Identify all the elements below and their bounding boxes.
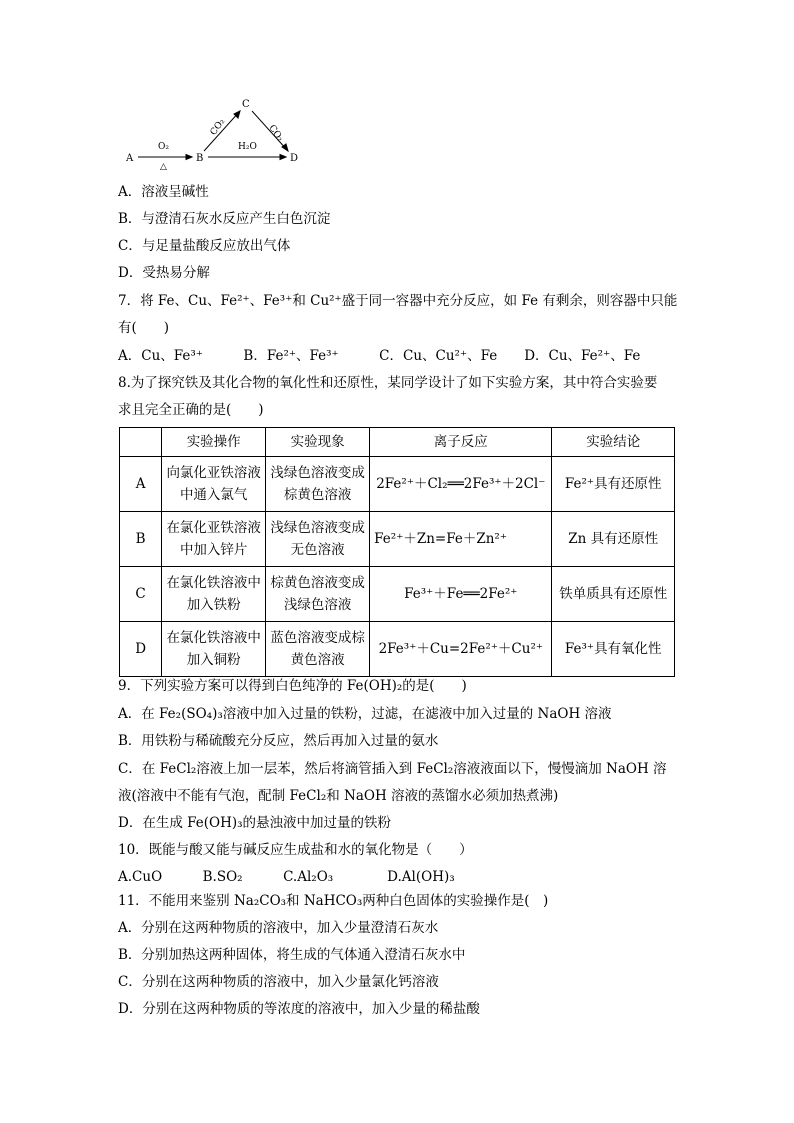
q11-option-b: B．分别加热这两种固体，将生成的气体通入澄清石灰水中 xyxy=(118,947,466,963)
q7-options: A．Cu、Fe³⁺ B．Fe²⁺、Fe³⁺ C．Cu、Cu²⁺、Fe D．Cu、Fe²⁺、Fe xyxy=(118,348,641,364)
node-b: B xyxy=(196,153,204,164)
row-label: D xyxy=(120,622,162,677)
label-heat: △ xyxy=(160,162,167,170)
q10-stem: 10．既能与酸又能与碱反应生成盐和水的氧化物是（ ） xyxy=(118,842,473,858)
q8-stem-line1: 8.为了探究铁及其化合物的氧化性和还原性，某同学设计了如下实验方案，其中符合实验要 xyxy=(118,375,658,391)
q7-stem-line1: 7．将 Fe、Cu、Fe²⁺、Fe³⁺和 Cu²⁺盛于同一容器中充分反应，如 Fe 有剩余，则容器中只能 xyxy=(118,293,678,309)
cell-phenomenon: 蓝色溶液变成棕黄色溶液 xyxy=(266,622,370,677)
q11-stem: 11．不能用来鉴别 Na₂CO₃和 NaHCO₃两种白色固体的实验操作是( ) xyxy=(118,893,549,909)
q6-option-a: A．溶液呈碱性 xyxy=(118,184,209,200)
table-row xyxy=(120,622,675,677)
cell-conclusion: Zn 具有还原性 xyxy=(552,512,675,567)
q9-option-a: A．在 Fe₂(SO₄)₃溶液中加入过量的铁粉，过滤，在滤液中加入过量的 NaOH 溶液 xyxy=(118,706,612,722)
cell-ion-reaction: 2Fe³⁺＋Cu=2Fe²⁺＋Cu²⁺ xyxy=(370,622,552,677)
table-row xyxy=(120,567,675,622)
cell-phenomenon: 棕黄色溶液变成浅绿色溶液 xyxy=(266,567,370,622)
q10-options: A.CuO B.SO₂ C.Al₂O₃ D.Al(OH)₃ xyxy=(118,869,455,885)
table-header: 实验操作 xyxy=(162,428,266,457)
cell-ion-reaction: 2Fe²⁺＋Cl₂══2Fe³⁺＋2Cl⁻ xyxy=(370,457,552,512)
experiment-table xyxy=(119,427,675,677)
q9-option-c-line1: C．在 FeCl₂溶液上加一层苯，然后将滴管插入到 FeCl₂溶液液面以下，慢慢滴加 NaOH 溶 xyxy=(118,761,667,777)
q11-option-c: C．分别在这两种物质的溶液中，加入少量氯化钙溶液 xyxy=(118,974,439,990)
node-a: A xyxy=(126,153,134,164)
node-c: C xyxy=(242,99,250,110)
arrow-cd xyxy=(252,111,288,151)
label-h2o: H₂O xyxy=(238,142,257,152)
q9-stem: 9．下列实验方案可以得到白色纯净的 Fe(OH)₂的是( ) xyxy=(118,678,467,694)
row-label: A xyxy=(120,457,162,512)
table-header: 离子反应 xyxy=(370,428,552,457)
row-label: B xyxy=(120,512,162,567)
q9-option-d: D．在生成 Fe(OH)₃的悬浊液中加过量的铁粉 xyxy=(118,815,392,831)
label-co2-left: CO₂ xyxy=(208,117,228,138)
q6-option-b: B．与澄清石灰水反应产生白色沉淀 xyxy=(118,211,331,227)
cell-operation: 向氯化亚铁溶液中通入氯气 xyxy=(162,457,266,512)
label-o2: O₂ xyxy=(158,142,169,152)
cell-operation: 在氯化铁溶液中加入铜粉 xyxy=(162,622,266,677)
cell-conclusion: Fe²⁺具有还原性 xyxy=(552,457,675,512)
cell-ion-reaction: Fe³⁺＋Fe══2Fe²⁺ xyxy=(370,567,552,622)
q9-option-b: B．用铁粉与稀硫酸充分反应，然后再加入过量的氨水 xyxy=(118,733,439,749)
q7-stem-line2: 有( ) xyxy=(118,320,170,336)
table-header: 实验结论 xyxy=(552,428,675,457)
cell-phenomenon: 浅绿色溶液变成棕黄色溶液 xyxy=(266,457,370,512)
q11-option-a: A．分别在这两种物质的溶液中，加入少量澄清石灰水 xyxy=(118,920,439,936)
q6-option-d: D．受热易分解 xyxy=(118,265,210,281)
q9-option-c-line2: 液(溶液中不能有气泡，配制 FeCl₂和 NaOH 溶液的蒸馏水必须加热煮沸) xyxy=(118,788,559,804)
table-header xyxy=(120,428,162,457)
q11-option-d: D．分别在这两种物质的等浓度的溶液中，加入少量的稀盐酸 xyxy=(118,1001,480,1017)
table-header: 实验现象 xyxy=(266,428,370,457)
label-co2-right: CO₂ xyxy=(266,123,285,144)
table-row xyxy=(120,457,675,512)
cell-conclusion: Fe³⁺具有氧化性 xyxy=(552,622,675,677)
cell-ion-reaction: Fe²⁺＋Zn=Fe＋Zn²⁺ xyxy=(370,512,552,567)
cell-operation: 在氯化亚铁溶液中加入锌片 xyxy=(162,512,266,567)
q8-stem-line2: 求且完全正确的是( ) xyxy=(118,402,264,418)
table-row xyxy=(120,512,675,567)
q6-option-c: C．与足量盐酸反应放出气体 xyxy=(118,238,291,254)
cell-operation: 在氯化铁溶液中加入铁粉 xyxy=(162,567,266,622)
reaction-diagram xyxy=(118,95,318,170)
row-label: C xyxy=(120,567,162,622)
cell-conclusion: 铁单质具有还原性 xyxy=(552,567,675,622)
table-header-row xyxy=(120,428,675,457)
cell-phenomenon: 浅绿色溶液变成无色溶液 xyxy=(266,512,370,567)
node-d: D xyxy=(290,153,299,164)
